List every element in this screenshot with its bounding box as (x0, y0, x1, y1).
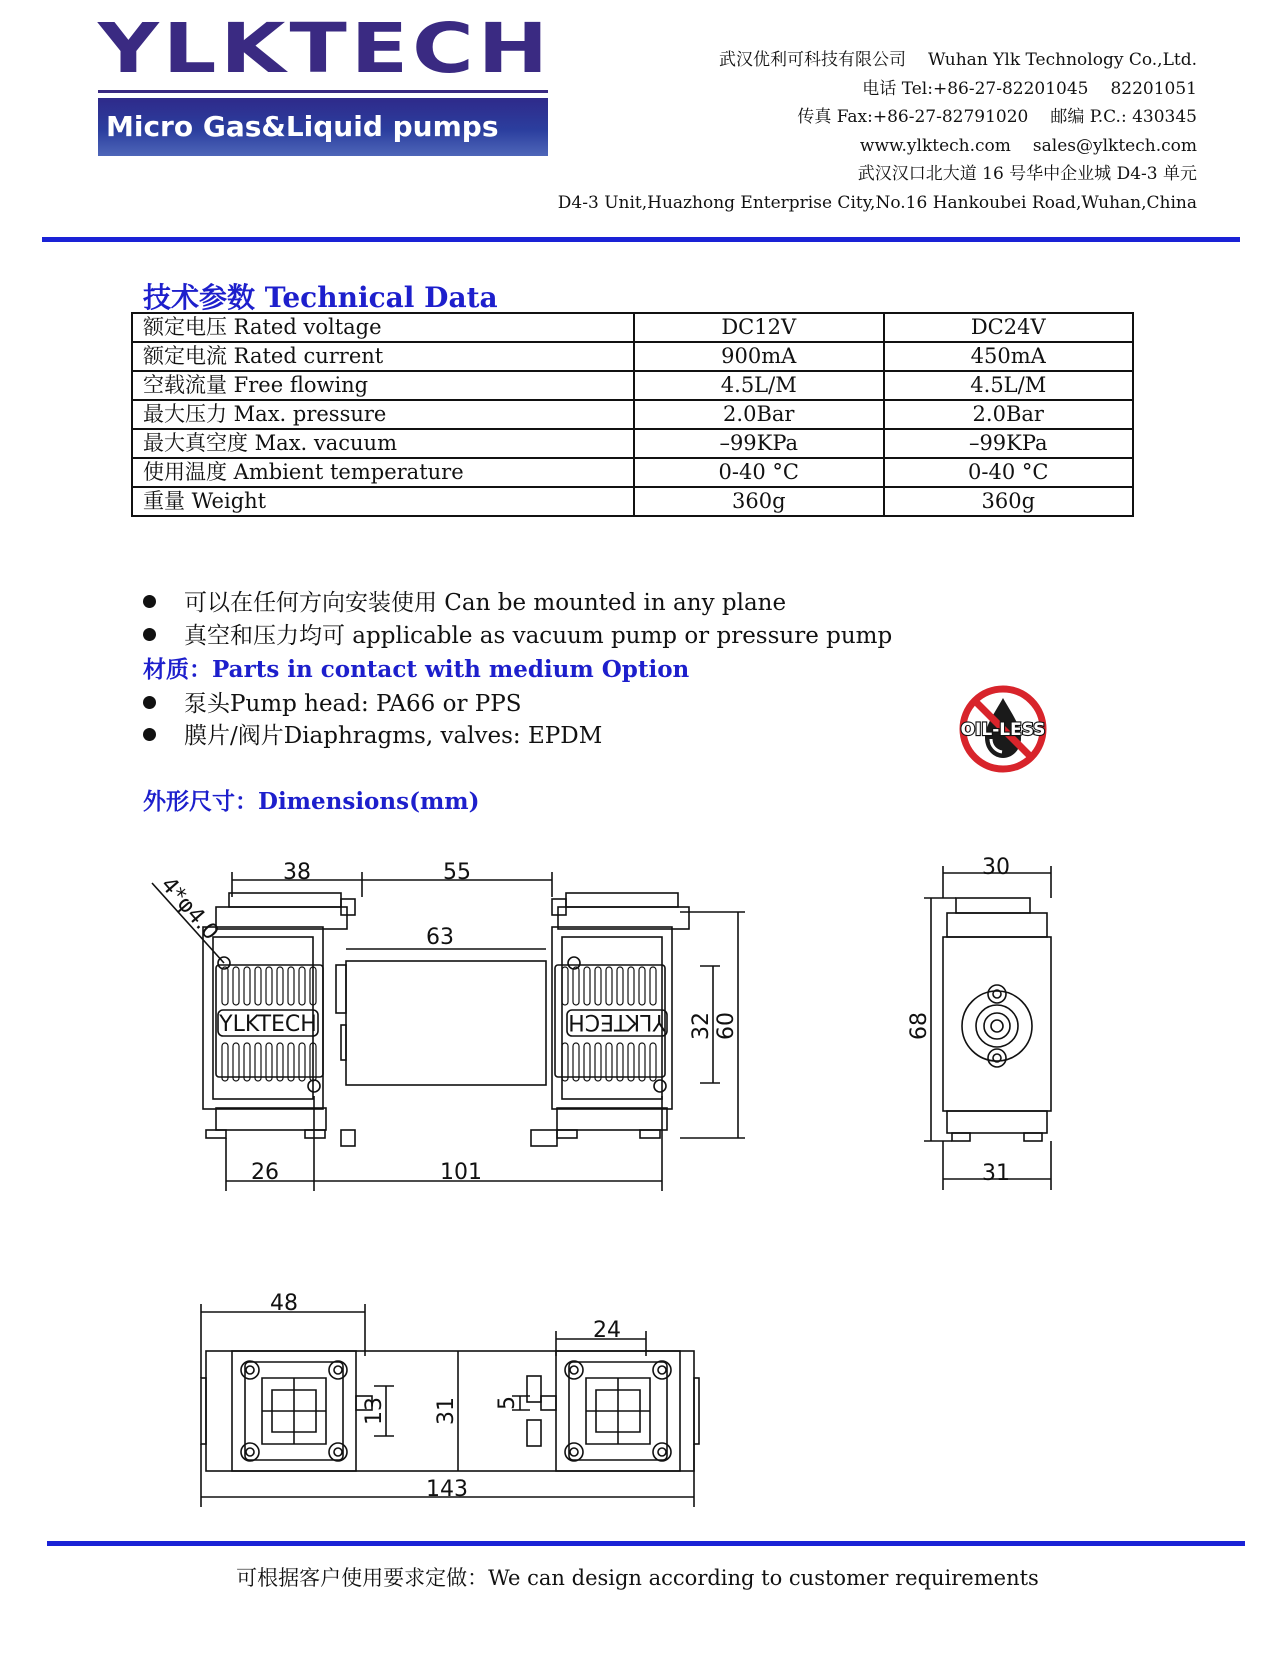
spec-value-12v: –99KPa (634, 429, 884, 458)
company-email: sales@ylktech.com (1032, 135, 1197, 156)
logo-wordmark: YLKTECH (98, 8, 553, 89)
dim-48: 48 (270, 1291, 298, 1316)
technical-data-title: 技术参数 Technical Data (143, 281, 498, 314)
spec-value-12v: 4.5L/M (634, 371, 884, 400)
parts-text: 泵头Pump head: PA66 or PPS (184, 691, 522, 717)
spec-value-24v: 2.0Bar (884, 400, 1134, 429)
spec-value-24v: 360g (884, 487, 1134, 516)
spec-value-24v: 4.5L/M (884, 371, 1134, 400)
spec-label: 空载流量 Free flowing (132, 371, 634, 400)
dim-60: 60 (714, 1012, 739, 1040)
spec-label: 使用温度 Ambient temperature (132, 458, 634, 487)
company-address-cn: 武汉汉口北大道 16 号华中企业城 D4-3 单元 (857, 164, 1197, 184)
spec-value-12v: 0-40 °C (634, 458, 884, 487)
footer-divider (47, 1541, 1245, 1546)
parts-title: 材质：Parts in contact with medium Option (143, 656, 690, 683)
spec-label: 重量 Weight (132, 487, 634, 516)
company-website: www.ylktech.com (859, 135, 1011, 156)
spec-label: 额定电流 Rated current (132, 342, 634, 371)
dim-143: 143 (426, 1477, 468, 1502)
spec-value-24v: DC24V (884, 313, 1134, 342)
dim-32: 32 (689, 1012, 714, 1040)
parts-text: 膜片/阀片Diaphragms, valves: EPDM (184, 723, 603, 749)
dim-top-31: 31 (434, 1397, 459, 1425)
company-tel: 电话 Tel:+86-27-82201045 (862, 78, 1089, 99)
spec-value-12v: 2.0Bar (634, 400, 884, 429)
company-name-en: Wuhan Ylk Technology Co.,Ltd. (928, 50, 1197, 70)
front-brand-label-mirrored: YLKTECH (568, 1009, 666, 1034)
company-address-en: D4-3 Unit,Huazhong Enterprise City,No.16 Hankoubei Road,Wuhan,China (557, 192, 1197, 213)
spec-value-12v: DC12V (634, 313, 884, 342)
dim-68: 68 (907, 1012, 932, 1040)
dim-24: 24 (593, 1318, 621, 1343)
spec-value-24v: 450mA (884, 342, 1134, 371)
dim-63: 63 (426, 925, 454, 950)
spec-value-12v: 900mA (634, 342, 884, 371)
company-name-cn: 武汉优利可科技有限公司 (719, 50, 906, 70)
dim-101: 101 (440, 1160, 482, 1185)
dim-5: 5 (495, 1396, 520, 1410)
logo-tagline: Micro Gas&Liquid pumps (98, 98, 548, 156)
dim-30: 30 (982, 855, 1010, 880)
feature-text: 真空和压力均可 applicable as vacuum pump or pressure pump (184, 623, 893, 649)
feature-text: 可以在任何方向安装使用 Can be mounted in any plane (184, 590, 787, 616)
badge-text: OIL-LESS (960, 720, 1046, 740)
spec-value-24v: 0-40 °C (884, 458, 1134, 487)
footer-note: 可根据客户使用要求定做：We can design according to customer requirements (236, 1566, 1039, 1590)
company-fax: 传真 Fax:+86-27-82791020 (797, 107, 1029, 127)
dim-13: 13 (362, 1397, 387, 1425)
spec-label: 额定电压 Rated voltage (132, 313, 634, 342)
dimensions-title: 外形尺寸：Dimensions(mm) (143, 788, 480, 815)
spec-value-12v: 360g (634, 487, 884, 516)
dim-55: 55 (443, 860, 471, 885)
side-view (924, 866, 1051, 1190)
front-brand-label: YLKTECH (219, 1012, 317, 1037)
company-postcode: 邮编 P.C.: 430345 (1050, 107, 1197, 127)
company-tel-2: 82201051 (1110, 78, 1197, 99)
dim-38: 38 (283, 860, 311, 885)
dim-hole: 4*φ4.0 (155, 872, 224, 946)
spec-label: 最大压力 Max. pressure (132, 400, 634, 429)
dim-26: 26 (251, 1160, 279, 1185)
spec-value-24v: –99KPa (884, 429, 1134, 458)
spec-label: 最大真空度 Max. vacuum (132, 429, 634, 458)
dim-side-31: 31 (982, 1161, 1010, 1186)
